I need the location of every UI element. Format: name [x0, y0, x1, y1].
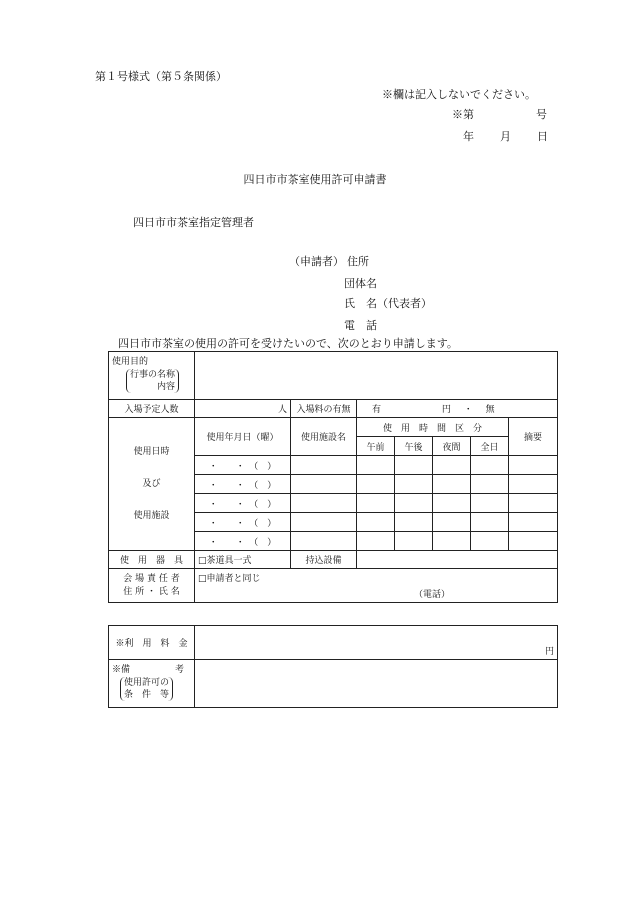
afternoon-cell[interactable] — [395, 532, 433, 551]
purpose-label-cell — [109, 352, 195, 400]
purpose-label: 使用目的 — [112, 357, 149, 367]
responsible-label-line1: 会 場 責 任 者 — [123, 573, 180, 584]
same-as-applicant-checkbox[interactable]: □申請者と同じ — [198, 574, 261, 584]
night-cell[interactable] — [433, 475, 471, 494]
number-prefix: ※第 — [452, 108, 474, 121]
event-name-label: 行事の名称 — [130, 370, 176, 380]
expected-persons-input[interactable] — [195, 400, 291, 418]
col-date-header: 使用年月日（曜） — [195, 418, 291, 456]
notes-cell[interactable] — [509, 456, 558, 475]
document-title: 四日市市茶室使用許可申請書 — [243, 173, 387, 186]
facility-cell[interactable] — [291, 513, 357, 532]
responsible-person-label — [109, 569, 195, 603]
afternoon-cell[interactable] — [395, 456, 433, 475]
applicant-address-label: 住所 — [347, 255, 369, 268]
afternoon-cell[interactable] — [395, 475, 433, 494]
morning-cell[interactable] — [357, 475, 395, 494]
persons-unit: 人 — [277, 405, 287, 415]
conditions-label — [120, 677, 173, 701]
facility-cell[interactable] — [291, 475, 357, 494]
use-facility-label: 使用施設 — [133, 511, 170, 521]
responsible-phone-label: （電話） — [414, 590, 451, 600]
date-cell[interactable]: ・ ・ （ ） — [195, 532, 291, 551]
application-table — [108, 351, 558, 603]
remarks-input[interactable] — [195, 660, 558, 708]
equipment-label: 使 用 器 具 — [109, 551, 195, 569]
notes-cell[interactable] — [509, 513, 558, 532]
applicant-label: （申請者） — [289, 255, 344, 268]
purpose-sub-label — [126, 369, 179, 393]
col-notes-header: 摘要 — [509, 418, 558, 456]
remarks-label: ※備 考 — [112, 665, 185, 675]
allday-cell[interactable] — [471, 494, 509, 513]
applicant-group-label: 団体名 — [344, 277, 377, 290]
notes-cell[interactable] — [509, 475, 558, 494]
afternoon-cell[interactable] — [395, 494, 433, 513]
remarks-label-cell — [109, 660, 195, 708]
use-date-label: 使用日時 — [133, 447, 170, 457]
brought-equipment-input[interactable] — [357, 551, 558, 569]
expected-persons-label: 入場予定人数 — [109, 400, 195, 418]
notes-cell[interactable] — [509, 532, 558, 551]
afternoon-cell[interactable] — [395, 513, 433, 532]
fee-dot: ・ — [463, 405, 473, 415]
date-cell[interactable]: ・ ・ （ ） — [195, 456, 291, 475]
allday-cell[interactable] — [471, 513, 509, 532]
year-label: 年 — [463, 130, 474, 143]
night-cell[interactable] — [433, 532, 471, 551]
and-label: 及び — [142, 479, 161, 489]
period-night: 夜間 — [433, 437, 471, 456]
fee-yen: 円 — [441, 405, 451, 415]
month-label: 月 — [500, 130, 511, 143]
addressee: 四日市市茶室指定管理者 — [133, 216, 254, 229]
period-morning: 午前 — [357, 437, 395, 456]
date-cell[interactable]: ・ ・ （ ） — [195, 494, 291, 513]
purpose-input[interactable] — [195, 352, 558, 400]
facility-cell[interactable] — [291, 532, 357, 551]
allday-cell[interactable] — [471, 475, 509, 494]
night-cell[interactable] — [433, 494, 471, 513]
number-suffix: 号 — [536, 108, 547, 121]
date-cell[interactable]: ・ ・ （ ） — [195, 513, 291, 532]
period-allday: 全日 — [471, 437, 509, 456]
facility-cell[interactable] — [291, 456, 357, 475]
form-number: 第１号様式（第５条関係） — [95, 70, 227, 83]
conditions-line2: 条 件 等 — [124, 690, 170, 700]
morning-cell[interactable] — [357, 456, 395, 475]
period-afternoon: 午後 — [395, 437, 433, 456]
equipment-tea-set-checkbox[interactable]: □茶道具一式 — [195, 551, 291, 569]
allday-cell[interactable] — [471, 532, 509, 551]
intro-text: 四日市市茶室の使用の許可を受けたいので、次のとおり申請します。 — [118, 337, 458, 350]
allday-cell[interactable] — [471, 456, 509, 475]
date-cell[interactable]: ・ ・ （ ） — [195, 475, 291, 494]
col-facility-header: 使用施設名 — [291, 418, 357, 456]
admission-fee-input[interactable] — [357, 400, 558, 418]
col-period-header: 使 用 時 間 区 分 — [357, 418, 509, 437]
event-content-label: 内容 — [157, 382, 176, 392]
night-cell[interactable] — [433, 513, 471, 532]
day-label: 日 — [537, 130, 548, 143]
conditions-line1: 使用許可の — [124, 678, 170, 688]
fee-yes: 有 — [372, 405, 382, 415]
morning-cell[interactable] — [357, 513, 395, 532]
applicant-name-label: 氏 名（代表者） — [344, 297, 432, 310]
morning-cell[interactable] — [357, 494, 395, 513]
admission-fee-label: 入場料の有無 — [291, 400, 357, 418]
fee-no: 無 — [485, 405, 495, 415]
applicant-phone-label: 電 話 — [344, 319, 377, 332]
usage-fee-label: ※利 用 料 金 — [109, 626, 195, 660]
usage-fee-yen: 円 — [544, 647, 554, 657]
usage-fee-input[interactable] — [195, 626, 558, 660]
office-use-table — [108, 625, 558, 708]
morning-cell[interactable] — [357, 532, 395, 551]
night-cell[interactable] — [433, 456, 471, 475]
responsible-label-line2: 住 所 ・ 氏 名 — [123, 586, 180, 597]
brought-equipment-label: 持込設備 — [291, 551, 357, 569]
facility-cell[interactable] — [291, 494, 357, 513]
notes-cell[interactable] — [509, 494, 558, 513]
responsible-person-input[interactable] — [195, 569, 558, 603]
use-date-facility-label — [109, 418, 195, 551]
office-use-note: ※欄は記入しないでください。 — [382, 88, 536, 101]
